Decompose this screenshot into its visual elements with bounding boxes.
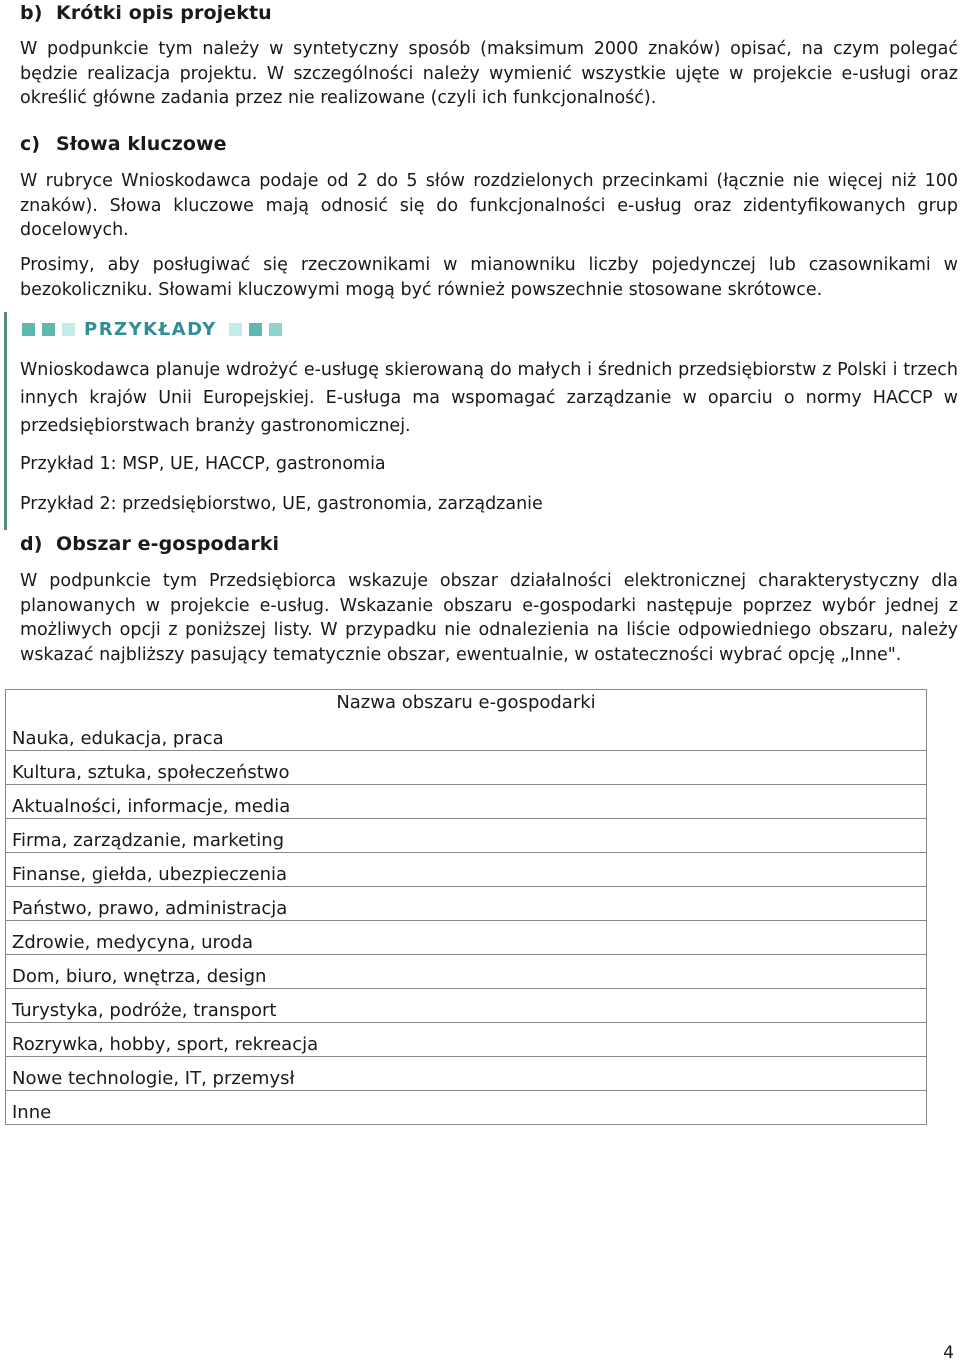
section-c-text-1: W rubryce Wnioskodawca podaje od 2 do 5 słów rozdzielonych przecinkami (łącznie nie więcej niż 100 znaków). Słowa kluczowe mają odnosić się do funkcjonalności e-usług oraz zidentyfikowanych grup docelowych. <box>20 171 958 240</box>
square-icon <box>249 323 262 336</box>
section-d-text: W podpunkcie tym Przedsiębiorca wskazuje obszar działalności elektronicznej charakterystyczny dla planowanych w projekcie e-usług. Wskazanie obszaru e-gospodarki następuje poprzez wybór jednej z możliwych opcji z poniższej listy. W przypadku nie odnalezienia na liście odpowiedniego obszaru, należy wskazać najbliższy pasujący tematycznie obszar, ewentualnie, w ostateczności wybrać opcję „Inne". <box>20 571 958 665</box>
page-number: 4 <box>943 1343 954 1363</box>
table-row: Państwo, prawo, administracja <box>6 887 927 921</box>
section-b-title: Krótki opis projektu <box>56 2 272 24</box>
section-b-heading <box>20 2 272 24</box>
example-2: Przykład 2: przedsiębiorstwo, UE, gastronomia, zarządzanie <box>20 494 543 514</box>
square-icon <box>22 323 35 336</box>
examples-label: PRZYKŁADY <box>84 318 217 340</box>
table-row: Dom, biuro, wnętrza, design <box>6 955 927 989</box>
examples-banner <box>22 318 289 340</box>
table-row: Zdrowie, medycyna, uroda <box>6 921 927 955</box>
section-d-letter: d) <box>20 533 43 555</box>
section-c-text-2: Prosimy, aby posługiwać się rzeczownikami w mianowniku liczby pojedynczej lub czasownikami w bezokoliczniku. Słowami kluczowymi mogą być również powszechnie stosowane skrótowce. <box>20 255 958 300</box>
examples-intro: Wnioskodawca planuje wdrożyć e-usługę skierowaną do małych i średnich przedsiębiorstw z Polski i trzech innych krajów Unii Europejskiej. E-usługa ma wspomagać zarządzanie w oparciu o normy HACCP w przedsiębiorstwach branży gastronomicznej. <box>20 360 958 436</box>
table-row: Firma, zarządzanie, marketing <box>6 819 927 853</box>
table-header: Nazwa obszaru e-gospodarki <box>6 690 927 718</box>
table-row: Aktualności, informacje, media <box>6 785 927 819</box>
table-row: Inne <box>6 1091 927 1125</box>
section-b-letter: b) <box>20 2 43 24</box>
table-row: Nowe technologie, IT, przemysł <box>6 1057 927 1091</box>
section-b-text: W podpunkcie tym należy w syntetyczny sposób (maksimum 2000 znaków) opisać, na czym polegać będzie realizacja projektu. W szczególności należy wymienić wszystkie ujęte w projekcie e-usługi oraz określić główne zadania przez nie realizowane (czyli ich funkcjonalność). <box>20 39 958 108</box>
table-row: Nauka, edukacja, praca <box>6 717 927 751</box>
square-icon <box>62 323 75 336</box>
table-row: Rozrywka, hobby, sport, rekreacja <box>6 1023 927 1057</box>
section-c-heading <box>20 133 227 155</box>
example-1: Przykład 1: MSP, UE, HACCP, gastronomia <box>20 454 386 474</box>
table-row: Kultura, sztuka, społeczeństwo <box>6 751 927 785</box>
section-c-letter: c) <box>20 133 41 155</box>
examples-side-rule <box>4 312 7 530</box>
e-economy-areas-table <box>5 689 927 1125</box>
square-icon <box>42 323 55 336</box>
section-d-heading <box>20 533 279 555</box>
square-icon <box>229 323 242 336</box>
table-row: Finanse, giełda, ubezpieczenia <box>6 853 927 887</box>
square-icon <box>269 323 282 336</box>
table-row: Turystyka, podróże, transport <box>6 989 927 1023</box>
section-c-title: Słowa kluczowe <box>56 133 227 155</box>
section-d-title: Obszar e-gospodarki <box>56 533 280 555</box>
